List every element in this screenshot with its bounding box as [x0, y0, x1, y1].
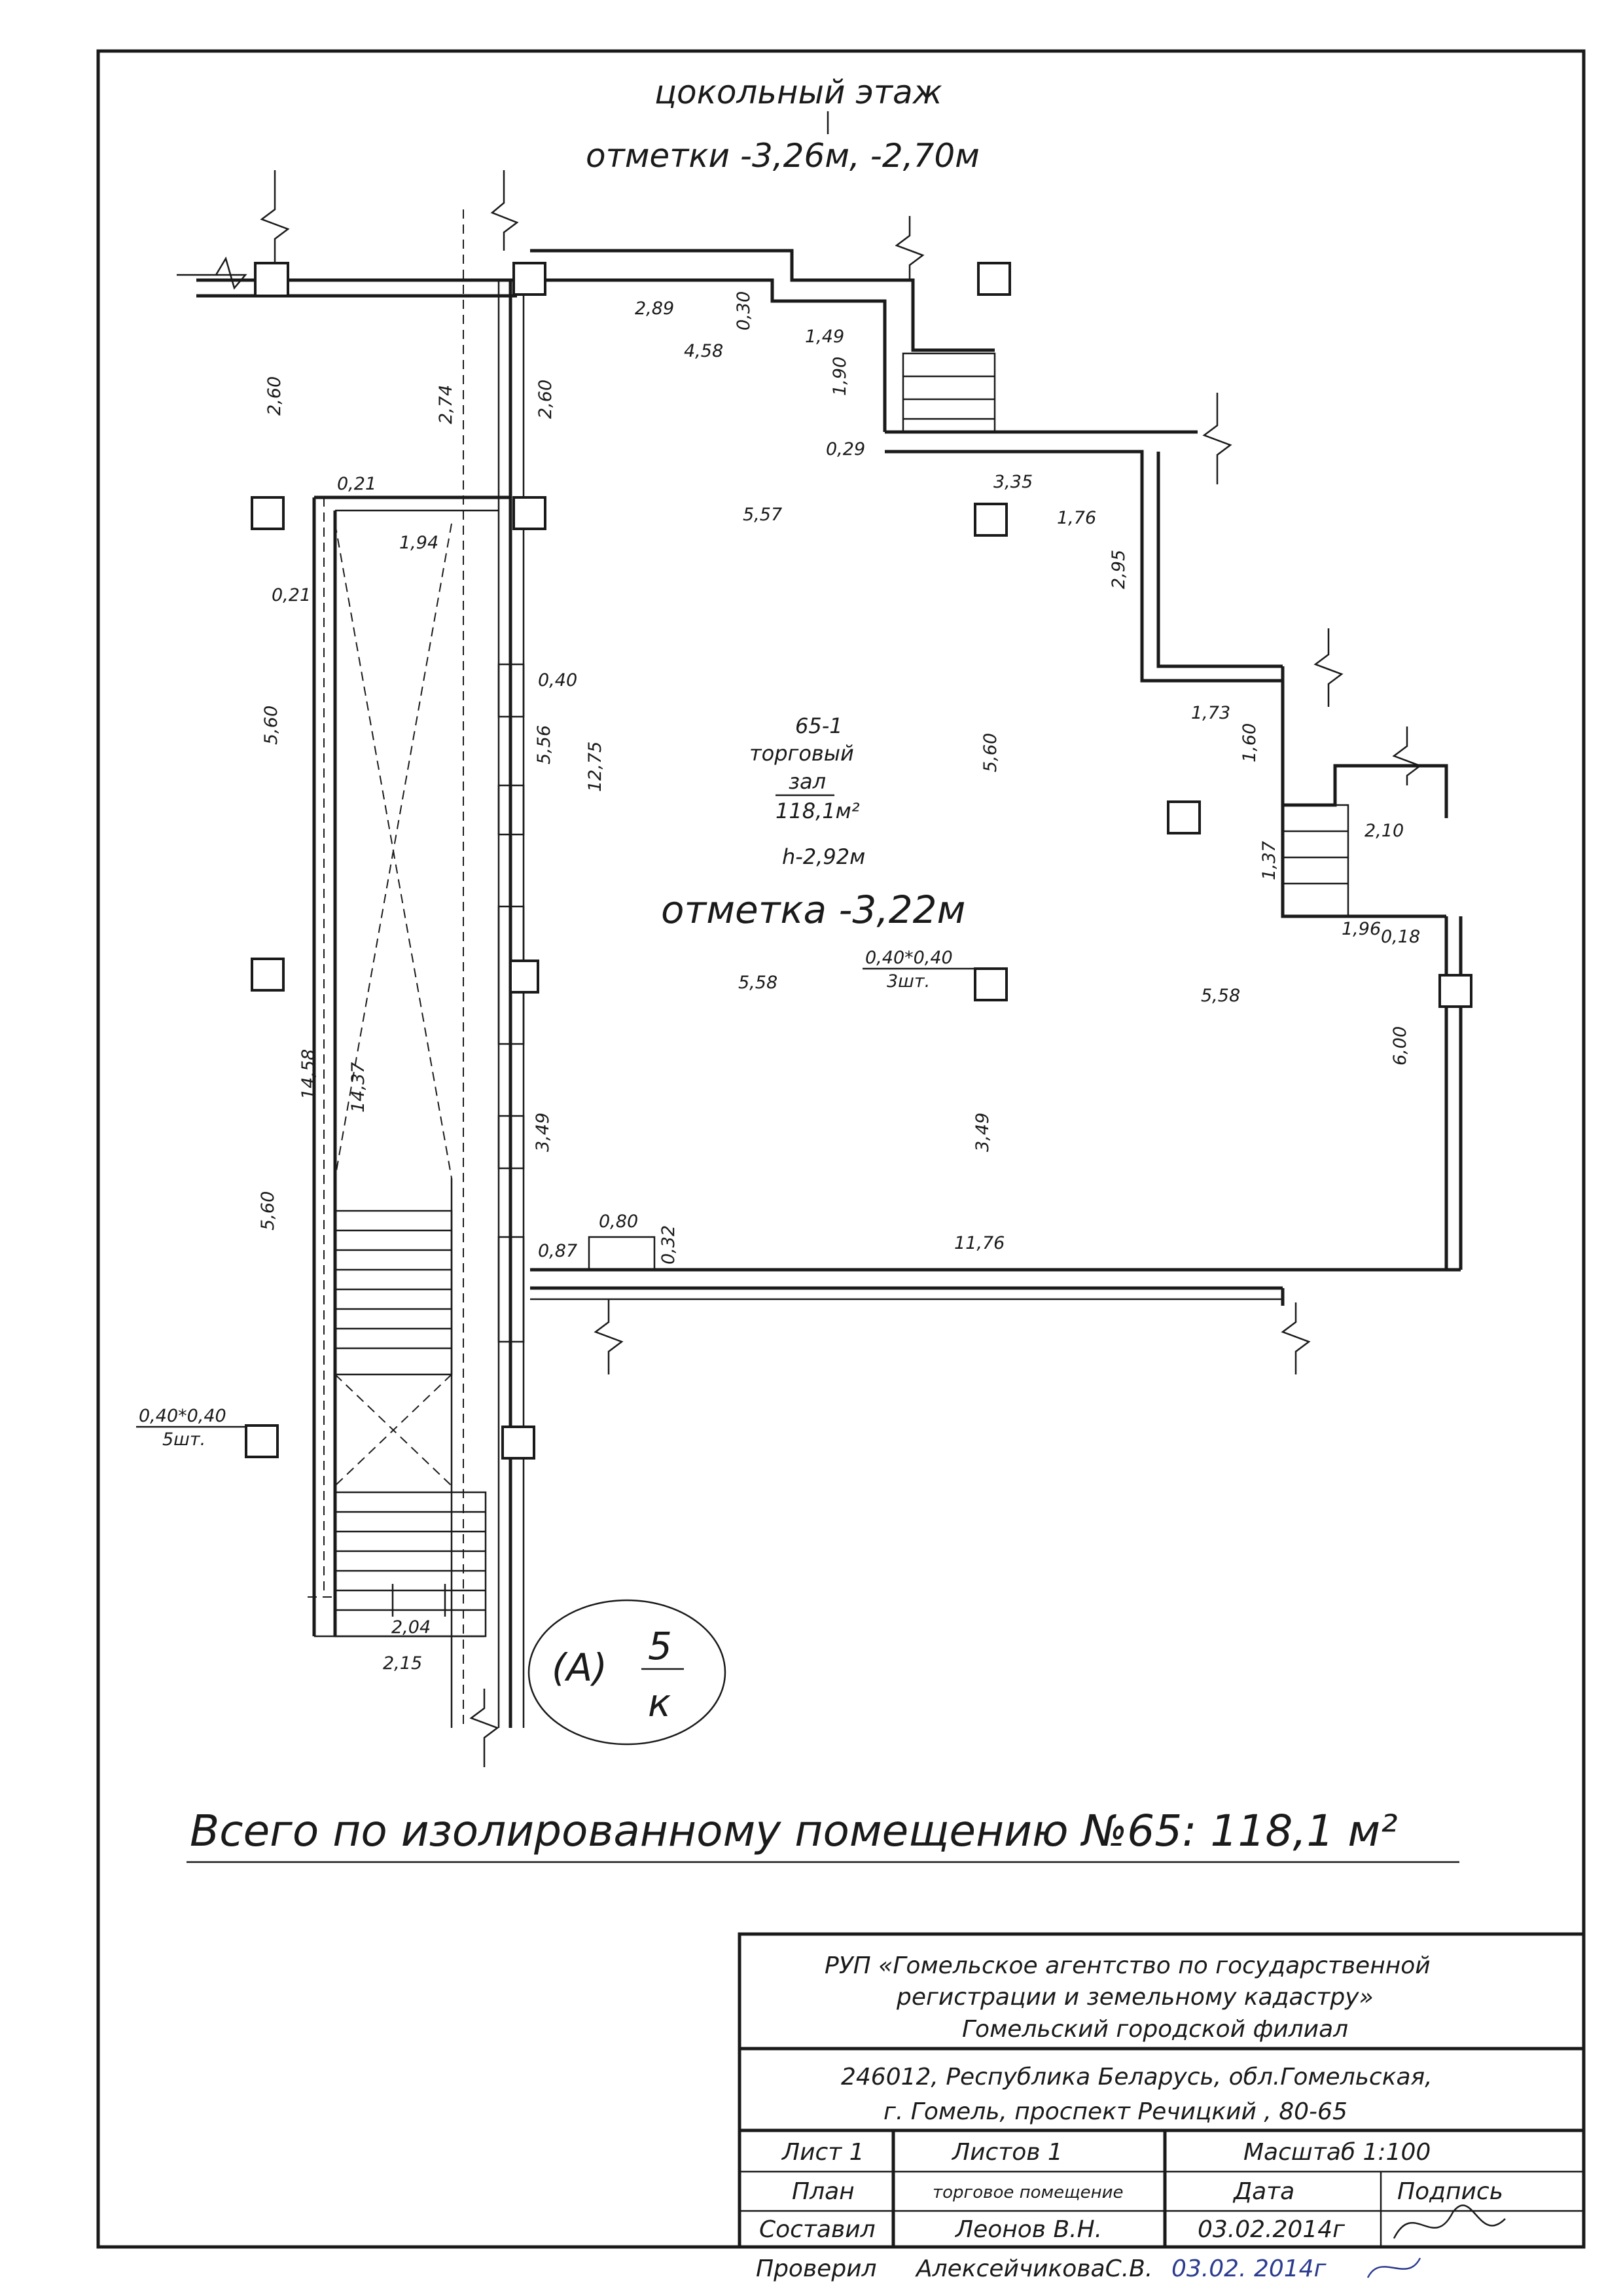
dimension-label: 3,35	[993, 472, 1033, 492]
checked-name: АлексейчиковаС.В.	[916, 2255, 1153, 2282]
checked-signature	[1368, 2258, 1420, 2278]
section-mark-denominator: к	[648, 1681, 671, 1725]
dimension-label: 5,57	[743, 505, 783, 525]
column	[975, 504, 1007, 535]
dimension-label: 0,21	[337, 474, 377, 494]
side-column-note-size: 0,40*0,40	[139, 1406, 226, 1426]
column	[255, 263, 288, 296]
column	[510, 961, 538, 992]
section-mark-letter: (A)	[552, 1645, 607, 1690]
room-code: 65-1	[795, 713, 843, 738]
column-note-size: 0,40*0,40	[865, 948, 953, 968]
dimension-label: 5,58	[1201, 986, 1241, 1006]
dimension-label: 1,96	[1342, 919, 1382, 939]
address-line1: 246012, Республика Беларусь, обл.Гомельская,	[841, 2064, 1433, 2090]
dimension-label: 4,58	[684, 341, 724, 361]
room-name-line2: зал	[789, 769, 827, 794]
address-line2: г. Гомель, проспект Речицкий , 80-65	[883, 2098, 1347, 2125]
date-label: Дата	[1234, 2178, 1295, 2205]
column	[975, 969, 1007, 1000]
plan-value: торговое помещение	[933, 2183, 1124, 2202]
checked-label: Проверил	[756, 2255, 877, 2282]
dimension-label: 1,37	[1259, 840, 1279, 880]
dimension-label: 12,75	[585, 741, 605, 792]
room-area: 118,1м²	[776, 798, 860, 823]
levels-title: отметки -3,26м, -2,70м	[586, 137, 980, 175]
dimension-label: 2,10	[1364, 821, 1404, 841]
dimension-label: 2,15	[383, 1653, 423, 1674]
dimension-label: 5,56	[534, 725, 554, 764]
dimension-label: 1,60	[1240, 723, 1260, 762]
dimension-label: 5,60	[980, 732, 1001, 772]
made-name: Леонов В.Н.	[955, 2216, 1103, 2243]
dimension-label: 0,30	[734, 291, 754, 331]
room-level: отметка -3,22м	[661, 888, 966, 932]
dimension-label: 14,58	[298, 1049, 319, 1100]
dimension-label: 0,87	[538, 1241, 578, 1261]
dimension-label: 2,60	[535, 379, 556, 419]
dimension-label: 2,04	[391, 1617, 431, 1638]
column	[978, 263, 1010, 295]
column-note-count: 3шт.	[887, 971, 931, 992]
dimension-label: 0,29	[826, 439, 866, 459]
scale: Масштаб 1:100	[1243, 2139, 1431, 2166]
dimension-label: 6,00	[1390, 1026, 1410, 1066]
room-labels	[661, 713, 965, 932]
column	[514, 263, 545, 295]
dimension-label: 14,37	[348, 1062, 368, 1113]
dimension-label: 5,58	[738, 973, 778, 993]
section-mark	[529, 1600, 725, 1744]
dimension-label: 0,21	[272, 585, 312, 605]
dimension-label: 11,76	[954, 1233, 1005, 1253]
column	[514, 497, 545, 529]
column	[503, 1427, 534, 1458]
dimension-label: 1,94	[399, 533, 439, 553]
dimension-label: 2,95	[1109, 549, 1129, 589]
dimension-label: 2,89	[635, 298, 675, 319]
org-line2: регистрации и земельному кадастру»	[897, 1984, 1374, 2011]
dimension-label: 5,60	[261, 705, 281, 745]
sheet-count: Листов 1	[952, 2139, 1063, 2166]
dimension-label: 1,49	[805, 327, 845, 347]
dimension-label: 2,74	[436, 384, 456, 424]
floor-title: цокольный этаж	[654, 73, 942, 111]
column	[252, 497, 283, 529]
title-block	[740, 1934, 1584, 2282]
made-date: 03.02.2014г	[1198, 2216, 1346, 2243]
walls	[196, 209, 1461, 1728]
room-name-line1: торговый	[749, 741, 854, 766]
dimension-label: 3,49	[972, 1112, 993, 1152]
column	[1168, 802, 1200, 833]
dimension-label: 0,32	[658, 1225, 679, 1265]
plan-label: План	[792, 2178, 855, 2205]
made-label: Составил	[759, 2216, 876, 2243]
dimension-label: 1,76	[1057, 508, 1097, 528]
column	[1440, 975, 1471, 1007]
staircase	[335, 353, 1348, 1636]
dimension-label: 3,49	[533, 1112, 553, 1152]
column	[246, 1426, 277, 1457]
dimension-label: 0,18	[1381, 927, 1421, 947]
room-height: h-2,92м	[782, 844, 866, 869]
dimension-label: 0,40	[538, 670, 578, 691]
dimension-label: 2,60	[264, 376, 285, 416]
checked-date: 03.02. 2014г	[1171, 2255, 1327, 2282]
dimension-label: 0,80	[599, 1211, 639, 1232]
section-mark-numerator: 5	[648, 1624, 672, 1668]
dimension-label: 1,73	[1191, 703, 1231, 723]
org-line1: РУП «Гомельское агентство по государственной	[825, 1952, 1431, 1979]
column	[252, 959, 283, 990]
signature-label: Подпись	[1397, 2178, 1503, 2205]
dimension-label: 1,90	[830, 356, 850, 396]
sheet-number: Лист 1	[782, 2139, 865, 2166]
side-column-note-count: 5шт.	[162, 1429, 206, 1450]
total-area: Всего по изолированному помещению №65: 118,1 м²	[190, 1806, 1398, 1856]
windows	[499, 664, 654, 1342]
org-line3: Гомельский городской филиал	[962, 2016, 1349, 2043]
break-lines	[177, 170, 1420, 1767]
dimension-label: 5,60	[258, 1191, 278, 1230]
